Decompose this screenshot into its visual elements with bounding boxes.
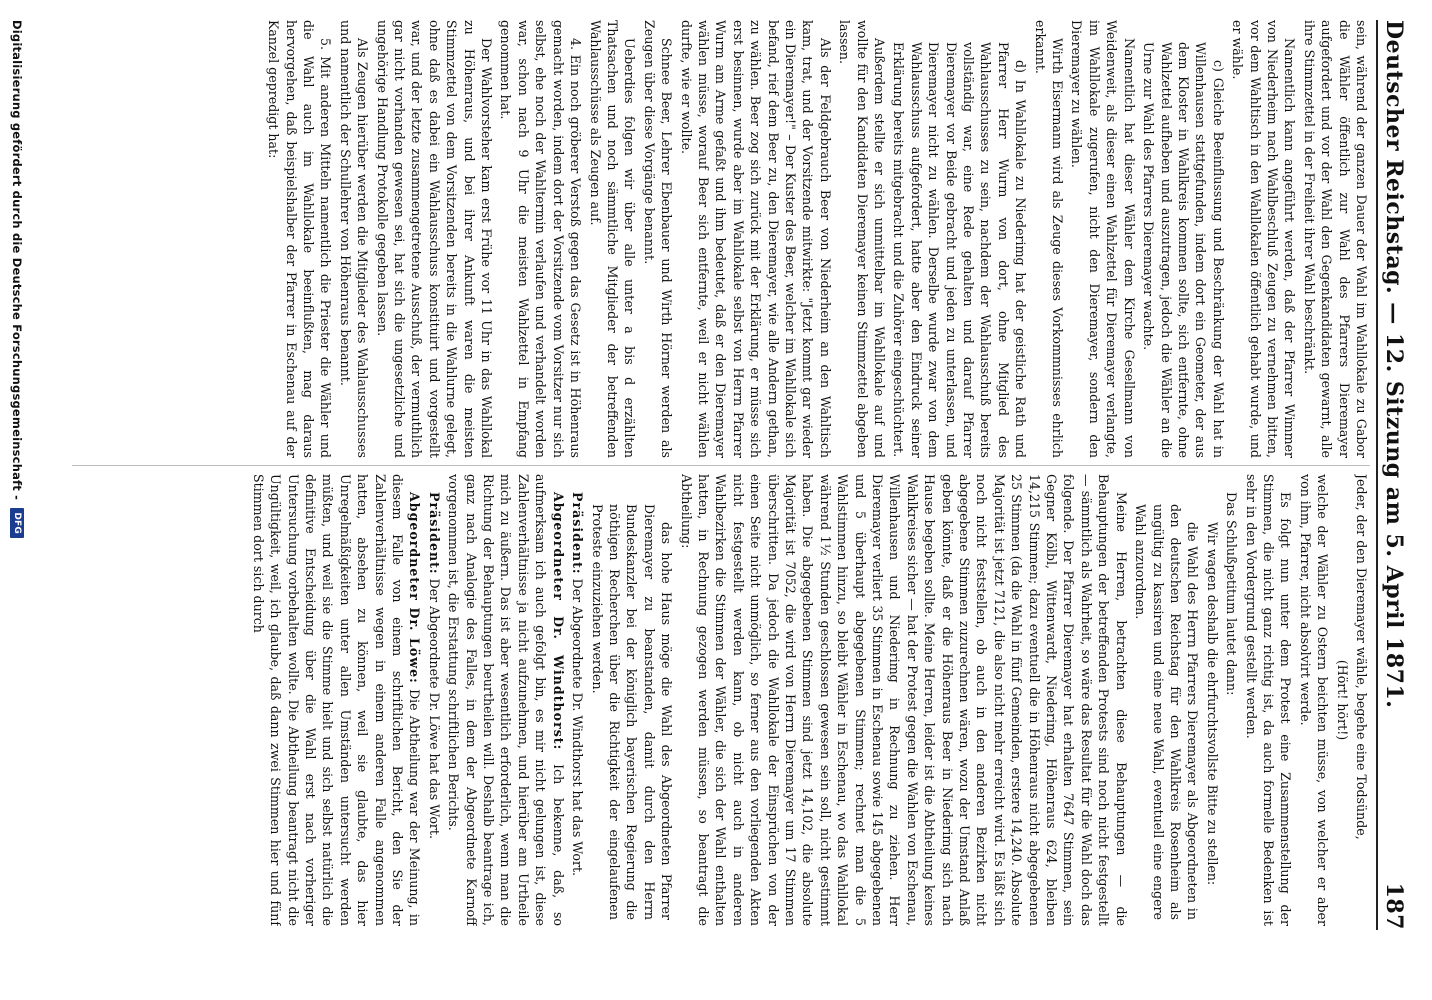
paragraph-text: sein, während der ganzen Dauer der Wahl im Wahllokale zu Gabor die Wähler öffentlich zur Wahl des Pfarrers Dieremayer aufgefordert und vor der Wahl den Gegenkandidaten gewarnt, alle ihre Stimmzettel in der Freiheit ihrer Wahl beschränkt.	[1301, 20, 1369, 458]
speaker-label: Präsident:	[570, 492, 586, 575]
right-text-column	[72, 474, 1370, 926]
paragraph-text: Ich bekenne, daß, so aufmerksam ich auch gefolgt bin, es mir nicht gelungen ist, diese Zahlenverhältnisse ja nicht aufzunehmen, und hierüber am Urtheile mich zu äußern. Das ist aber wesentlich erforderlich, wenn man die Richtung der Behauptungen beurtheilen will. Deshalb beantrage ich, ganz nach Analogie des Falles, in dem der Abgeordnete Karnoff vorgenommen ist, die Erstattung schriftlichen Berichts.	[446, 474, 566, 926]
paragraph-text: d) In Wahllokale zu Niederimg hat der geistliche Rath und Pfarrer Herr Wurm von dort, ohne Mitglied des Wahlausschusses zu sein, nachdem der Wahlausschuß bereits vollständig war, eine Rede gehalten und darauf Pfarrer Dieremayer vor Beide gebracht und jeden zu unterlassen, und Dieremayer nicht zu wählen. Derselbe wurde zwar von dem Wahlausschuss aufgefordert, hatte aber den Eindruck seiner Erklärung bereits mitgebracht und die Zuhörer eingeschüchtert.	[891, 42, 1029, 458]
paragraph	[265, 20, 335, 458]
paragraph-text: Die Abtheilung war der Meinung, in diesem Falle von einem schriftlichen Bericht, den Sie der Zahlenverhältnisse wegen in einem anderen Falle angenommen hatten, absehen zu können, weil sie glaubte, das hier Unregelmäßigkeiten unter allen Umständen untersucht werden müßten, und weil sie die Stimme hielt und sich selbst natürlich die definitive Entscheidung über die Wahl erst nach vorheriger Untersuchung vorbehalten wollte. Die Abtheilung beantragt nicht die Ungültigkeit, weil, ich glaube, daß dann zwei Stimmen hier und fünf Stimmen dort sich durch	[250, 474, 423, 926]
paragraph	[836, 20, 888, 458]
paragraph	[1300, 20, 1370, 458]
running-title: Deutscher Reichstag. — 12. Sitzung am 5. April 1871.	[1381, 20, 1407, 709]
paragraph-text: Es folgt nun unter dem Protest eine Zusammenstellung der Stimmen, die nicht ganz richtig ist, da auch formelle Bedenken ist sehr in den Vordergrund gestellt werden.	[1243, 474, 1294, 926]
paragraph	[569, 474, 586, 926]
column-divider	[72, 465, 1370, 466]
digitization-footer	[6, 20, 28, 940]
paragraph-text: 4. Ein noch gröberer Verstoß gegen das Gesetz ist in Höhenraus gemacht worden, indem dort der Vorsitzende vom Vorsitzer nur sich selbst, ehe noch der Wahltermin verlaufen und verhandelt worden war, schon nach 9 Uhr die meisten Wahlzettel in Empfang genommen hat.	[498, 20, 584, 458]
paragraph	[677, 20, 834, 458]
paragraph	[890, 20, 1029, 458]
left-text-column	[72, 20, 1370, 458]
paragraph-text: Meine Herren, betrachten diese Behauptungen — die Behauptungen der betreffenden Protests sind noch nicht festgestellt — sämmtlich als Wahrheit, so wäre das Resultat für die Wahl doch das folgende. Der Pfarrer Dieremayer hat erhalten 7647 Stimmen, sein Gegner Kölbl, Wittenwardt, Niederimg, Höhenraus 624, bleiben 14,215 Stimmen; dazu eventuell die in Höhenraus nicht abgegebenen 25 Stimmen (da die Wahl in fünf Gemeinden, erstere 14,240. Absolute Majorität ist jetzt 7121, die also nicht mehr erreicht wird. Es läßt sich noch nicht feststellen, ob auch in den anderen Bezirken nicht abgegebene Stimmen zuzurechnen wären, wozu der Umstand Anlaß geben könnte, daß er die Höhenraus Beer in Niederimg sich nach Hause begeben sollte. Meine Herren, leider ist die Abtheilung keines Wahlkreises sicher — hat der Protest gegen die Wahlen von Eschenau, Willenhausen und Niederimg in Rechnung zu ziehen. Herr Dieremayer verliert 35 Stimmen in Eschenau sowie 145 abgegebenen und 5 überhaupt abgegebenen Stimmen; rechnet man die 5 Wahlstimmen hinzu, so bleibt Wähler in Eschenau, wo das Wahllokal während 1½ Stunden geschlossen gewesen sein soll, nicht gestimmt haben. Die abgegebenen Stimmen sind jetzt 14,102, die absolute Majorität ist 7052, die wird von Herrn Dieremayer um 17 Stimmen überschritten. Da jedoch die Wahllokale der Einsprüchen von der einen Seite nicht unmöglich, so ferner aus den vorliegenden Akten nicht festgestellt werden kann, ob nicht auch in anderen Wahlbezirken die Stimmen der Wähler, die sich der Wahl enthalten hatten, in Rechnung gezogen werden müssen, so beantragt die Abtheilung:	[678, 474, 1129, 926]
paragraph-text: Namentlich hat dieser Wähler dem Kirche Gesellmann von Weidenweit, als dieser einen Wahlzettel für Dieremayer verlangte, im Wahllokale zugerufen, nicht den Dieremayer, sondern den Dieremayer zu wählen.	[1069, 20, 1137, 458]
paragraph-text: Als Zeugen hierüber werden die Mitglieder des Wahlausschusses und namentlich der Schullehrer von Höhenraus benannt.	[337, 20, 371, 458]
paragraph	[1296, 474, 1331, 926]
paragraph	[497, 20, 584, 458]
paragraph	[1140, 20, 1227, 458]
paragraph	[1242, 474, 1294, 926]
paragraph-text: Schnee Beer, Lehrer Ebenbauer und Wirth Hörner werden als Zeugen über diese Vorgänge benannt.	[641, 20, 675, 458]
paragraph	[425, 474, 442, 926]
paragraph	[1068, 20, 1138, 458]
paragraph	[1333, 474, 1350, 926]
paragraph	[588, 474, 675, 926]
paragraph-text: (Hört! hört!)	[1334, 659, 1350, 741]
paragraph-text: c) Gleiche Beeinflussung und Beschränkung der Wahl hat in Willenhausen stattgefunden, indem dort ein Geometer, der aus dem Kloster in Wahlkreis kommen sollte, sich entfernte, ohne Wahlzettel aufheben und auszutragen, jedoch die Wähler an die Urne zur Wahl des Pfarrers Dieremayer wachte.	[1141, 42, 1226, 458]
paragraph-text: Namentlich kann angeführt werden, daß der Pfarrer Wimmer von Niederheim nach Wahlbeschluß Zeugen zu vernehmen bitten, vor dem Wahltisch in den Wahllokalen öffentlich gehabt wurde, und er wähle.	[1230, 20, 1298, 458]
dfg-logo: DFG	[10, 508, 24, 538]
speaker-label: Abgeordneter Dr. Löwe:	[407, 492, 423, 684]
paragraph	[640, 20, 675, 458]
speaker-label: Abgeordneter Dr. Windthorst:	[550, 492, 566, 751]
paragraph-text: das hohe Haus möge die Wahl des Abgeordneten Pfarrer Dieremayer zu beanstanden, damit durch den Herrn Bundeskanzler bei der königlich bayerischen Regierung die nöthigen Recherchen über die Richtigkeit der eingelaufenen Proteste einzuziehen werden.	[589, 504, 675, 920]
paragraph	[249, 474, 423, 926]
paragraph-text: Der Wahlvorsteher kam erst Frühe vor 11 Uhr in das Wahllokal zu Höhenraus, und bei ihrer Ankunft waren die meisten Stimmzettel von dem Vorsitzenden bereits in die Wahlurne gelegt, ohne daß es dabei ein Wahlausschuss konstituirt und vorgestellt war, und der letzte zusammengetretene Ausschuß, der vermuthlich gar nicht vorhanden gewesen sei, hat sich die ungesetzliche und ungehörige Handlung Protokolle gegeben lassen.	[374, 20, 495, 458]
paragraph	[1353, 474, 1370, 926]
paragraph	[1229, 20, 1299, 458]
paragraph-text: Das Schlußpetitum lautet dann:	[1224, 492, 1240, 696]
footer-credit: Digitalisierung gefördert durch die Deutsche Forschungsgemeinschaft -	[10, 20, 24, 501]
page-header	[1376, 20, 1412, 930]
paragraph-text: Als der Feldgebrauch Beer von Niederheim an den Wahltisch kam, trat, und der Vorsitzende mitwirkte: "Jetzt kommt gar wieder ein Dieremayer!" – Der Kuster des Beer, welcher im Wahllokale sich befand, rief dem Beer zu, den Dieremayer, wie alle Andern gethan, zu wählen. Beer zog sich zurück mit der Erklärung, er müsse sich erst besinnen, wurde aber im Wahllokale selbst von Herrn Pfarrer Wurm am Arme gefaßt und ihm bedeutet, daß er den Dieremayer wählen müsse, worauf Beer sich entfernte, weil er nicht wählen durfte, wie er wollte.	[678, 20, 833, 458]
paragraph-text: Außerdem stellte er sich unmittelbar im Wahllokale auf und wollte für den Kandidaten Dieremayer keinen Stimmzettel abgeben lassen.	[837, 20, 888, 458]
paragraph	[677, 474, 1130, 926]
paragraph	[1203, 474, 1220, 926]
paragraph-text: Der Abgeordnete Dr. Windthorst hat das Wort.	[570, 578, 586, 877]
paragraph	[586, 20, 638, 458]
paragraph	[373, 20, 495, 458]
paragraph-text: Ueberdies folgen wir über alle unter a bis d erzählten Thatsachen und noch sämmtliche Mitglieder der betreffenden Wahlausschüsse als Zeugen auf.	[587, 20, 638, 458]
paragraph	[445, 474, 567, 926]
speaker-label: Präsident:	[426, 492, 442, 575]
paragraph-text: Jeder, der den Dieremayer wähle, begehe eine Todsünde,	[1354, 474, 1369, 840]
paragraph	[1132, 474, 1202, 926]
paragraph-text: die Wahl des Herrn Pfarrers Dieremayer als Abgeordneten in den deutschen Reichstag für den Wahlkreis Rosenheim als ungültig zu kassiren und eine neue Wahl, eventuell eine engere Wahl anzuordnen.	[1133, 504, 1201, 920]
paragraph-text: Wirth Eisermann wird als Zeuge dieses Vorkommnisses ehrlich erkannt.	[1032, 20, 1066, 458]
paragraph	[336, 20, 371, 458]
paragraph-text: 5. Mit anderen Mitteln namentlich die Priester die Wähler und die Wahl auch im Wahllokale beeinflußten, mag daraus hervorgehen, daß beispielshalber der Pfarrer in Eschenau auf der Kanzel gepredigt hat:	[266, 20, 334, 458]
paragraph-text: welche der Wähler zu Ostern beichten müsse, von welcher er aber von ihm, Pfarrer, nicht absolvirt werde.	[1297, 474, 1331, 926]
paragraph	[1223, 474, 1240, 926]
paragraph-text: Wir wagen deshalb die ehrfurchtsvollste Bitte zu stellen:	[1204, 522, 1220, 886]
paragraph	[1031, 20, 1066, 458]
paragraph-text: Der Abgeordnete Dr. Löwe hat das Wort.	[426, 578, 442, 839]
page-number: 187	[1381, 882, 1407, 930]
